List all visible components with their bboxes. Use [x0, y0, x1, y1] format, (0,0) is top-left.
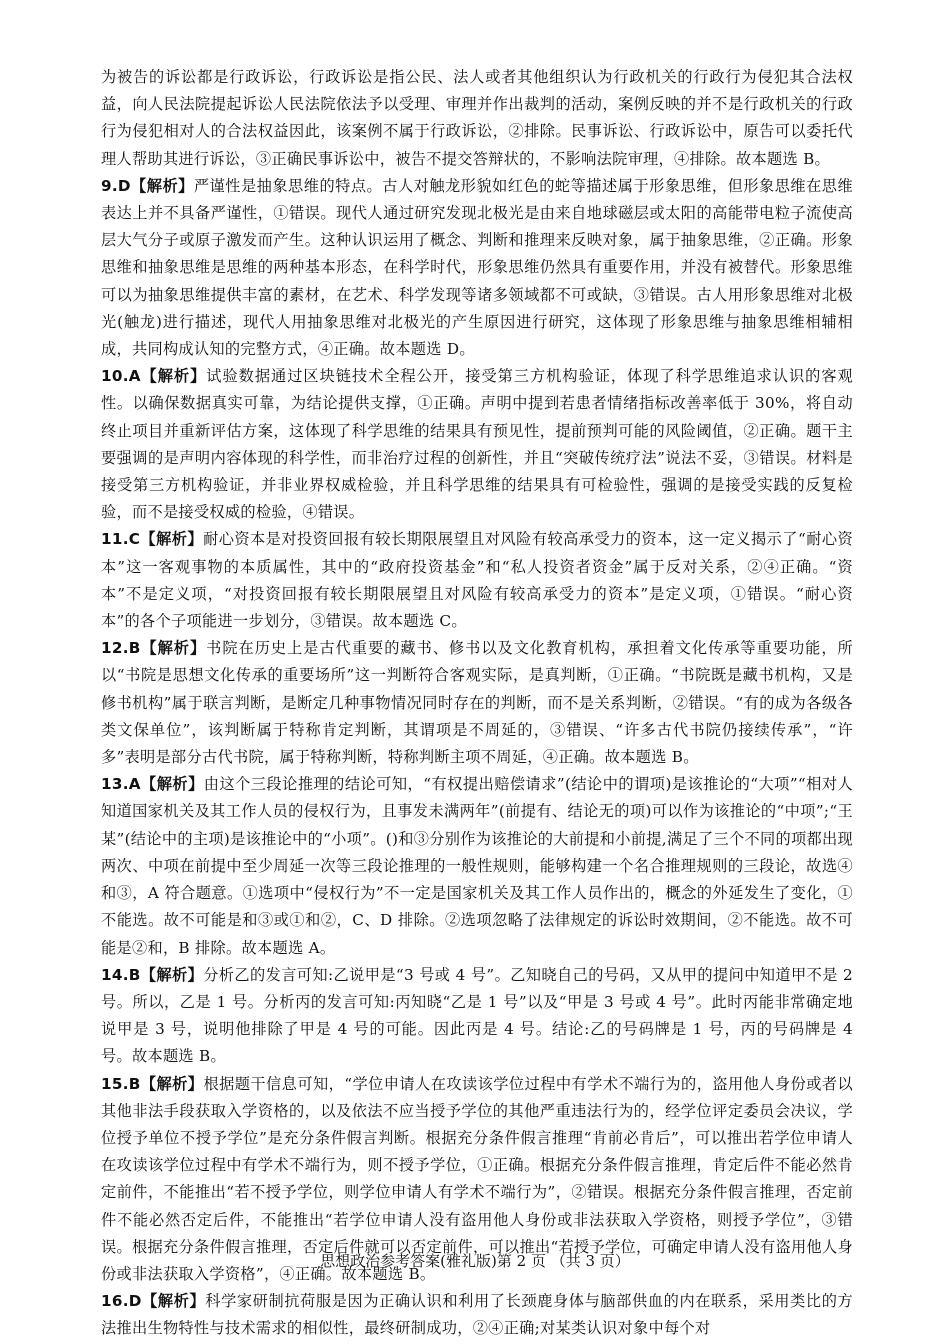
analysis-text: 科学家研制抗荷服是因为正确认识和利用了长颈鹿身体与脑部供血的内在联系，采用类比的方法推出生物特性与技术需求的相似性，最终研制成功，②④正确;对某类认识对象中每个对 [101, 1292, 853, 1338]
analysis-tag: 【解析】 [140, 530, 204, 549]
analysis-text: 耐心资本是对投资回报有较长期限展望且对风险有较高承受力的资本，这一定义揭示了“耐心资本”这一客观事物的本质属性，其中的“政府投资基金”和“私人投资者资金”属于反对关系，②④正确。“资本”不是定义项，“对投资回报有较长期限展望且对风险有较高承受力的资本”是定义项，①错误。“耐心资本”的各个子项能进一步划分，③错误。故本题选 C。 [101, 530, 853, 631]
paragraph-q14 [101, 962, 853, 1071]
analysis-text: 分析乙的发言可知:乙说甲是“3 号或 4 号”。乙知晓自己的号码，又从甲的提问中知道甲不是 2 号。所以，乙是 1 号。分析丙的发言可知:丙知晓“乙是 1 号”以及“甲是 3 号或 4 号”。此时丙能非常确定地说甲是 3 号，说明他排除了甲是 4 号的可能。因此丙是 4 号。结论:乙的号码牌是 1 号，丙的号码牌是 4 号。故本题选 B。 [101, 965, 853, 1066]
analysis-tag: 【解析】 [140, 1074, 204, 1093]
question-number: 12.B [101, 639, 141, 658]
question-number: 11.C [101, 530, 141, 549]
page-footer: 思想政治参考答案(雅礼版)第 2 页 （共 3 页） [320, 1252, 630, 1270]
paragraph-q11 [101, 526, 853, 635]
paragraph-intro: 为被告的诉讼都是行政诉讼，行政诉讼是指公民、法人或者其他组织认为行政机关的行政行为侵犯其合法权益，向人民法院提起诉讼人民法院依法予以受理、审理并作出裁判的活动，案例反映的并不是行政机关的行政行为侵犯相对人的合法权益因此，该案例不属于行政诉讼，②排除。民事诉讼、行政诉讼中，原告可以委托代理人帮助其进行诉讼，③正确民事诉讼中，被告不提交答辩状的，不影响法院审理，④排除。故本题选 B。 [101, 68, 853, 168]
question-number: 15.B [101, 1074, 141, 1093]
paragraph-q12 [101, 635, 853, 771]
analysis-text: 由这个三段论推理的结论可知，“有权提出赔偿请求”(结论中的谓项)是该推论的“大项”“相对人知道国家机关及其工作人员的侵权行为，且事发未满两年”(前提有、结论无的项)可以作为该推论的“中项”;“王某”(结论中的主项)是该推论中的“小项”。()和③分别作为该推论的大前提和小前提,满足了三个不同的项都出现两次、中项在前提中至少周延一次等三段论推理的一般性规则，能够构建一个名合推理规则的三段论，故选④和③，A 符合题意。①选项中“侵权行为”不一定是国家机关及其工作人员作出的，概念的外延发生了变化，①不能选。故不可能是和③或①和②，C、D 排除。②选项忽略了法律规定的诉讼时效期间，②不能选。故不可能是②和，B 排除。故本题选 A。 [101, 775, 854, 957]
question-number: 13.A [101, 775, 141, 794]
analysis-text: 严谨性是抽象思维的特点。古人对触龙形貌如红色的蛇等描述属于形象思维，但形象思维在思维表达上并不具备严谨性，①错误。现代人通过研究发现北极光是由来自地球磁层或太阳的高能带电粒子流使高层大气分子或原子激发而产生。这种认识运用了概念、判断和推理来反映对象，属于抽象思维，②正确。形象思维和抽象思维是思维的两种基本形态，在科学时代，形象思维仍然具有重要作用，并没有被替代。形象思维可以为抽象思维提供丰富的素材，在艺术、科学发现等诸多领域都不可或缺，③错误。古人用形象思维对北极光(触龙)进行描述，现代人用抽象思维对北极光的产生原因进行研究，这体现了形象思维与抽象思维相辅相成，共同构成认知的完整方式，④正确。故本题选 D。 [101, 176, 853, 359]
analysis-tag: 【解析】 [140, 965, 204, 984]
question-number: 10.A [101, 367, 141, 386]
analysis-text: 根据题干信息可知，“学位申请人在攻读该学位过程中有学术不端行为的，盗用他人身份或者以其他非法手段获取入学资格的，以及依法不应当授予学位的其他严重违法行为的，经学位评定委员会决议，学位授予单位不授予学位”是充分条件假言判断。根据充分条件假言推理“肯前必肯后”，可以推出若学位申请人在攻读该学位过程中有学术不端行为，则不授予学位，①正确。根据充分条件假言推理，肯定后件不能必然肯定前件，不能推出“若不授予学位，则学位申请人有学术不端行为”，②错误。根据充分条件假言推理，否定前件不能必然否定后件，不能推出“若学位申请人没有盗用他人身份或非法获取入学资格，则授予学位”，③错误。根据充分条件假言推理，否定后件就可以否定前件，可以推出“若授予学位，可确定申请人没有盗用他人身份或非法获取入学资格”，④正确。故本题选 B。 [101, 1074, 853, 1283]
analysis-tag: 【解析】 [140, 367, 207, 386]
question-number: 14.B [101, 965, 141, 984]
analysis-tag: 【解析】 [141, 1292, 206, 1311]
answer-explanations [101, 64, 853, 1343]
paragraph-q13 [101, 771, 853, 961]
analysis-tag: 【解析】 [140, 639, 207, 658]
analysis-tag: 【解析】 [130, 176, 194, 195]
paragraph-q10 [101, 363, 853, 526]
question-number: 9.D [101, 176, 131, 195]
analysis-tag: 【解析】 [140, 775, 204, 794]
paragraph-q9 [101, 173, 853, 363]
paragraph-q16 [101, 1288, 853, 1342]
analysis-text: 书院在历史上是古代重要的藏书、修书以及文化教育机构，承担着文化传承等重要功能，所以“书院是思想文化传承的重要场所”这一判断符合客观实际，是真判断，①正确。“书院既是藏书机构，又是修书机构”属于联言判断，是断定几种事物情况同时存在的判断，而不是关系判断，②错误。“有的成为各级各类文保单位”，该判断属于特称肯定判断，其谓项是不周延的，③错误、“许多古代书院仍接续传承”，“许多”表明是部分古代书院，属于特称判断，特称判断主项不周延，④正确。故本题选 B。 [101, 639, 854, 767]
question-number: 16.D [101, 1292, 142, 1311]
analysis-text: 试验数据通过区块链技术全程公开，接受第三方机构验证，体现了科学思维追求认识的客观性。以确保数据真实可靠，为结论提供支撑，①正确。声明中提到若患者情绪指标改善率低于 30%，将自动终止项目并重新评估方案，这体现了科学思维的结果具有预见性，提前预判可能的风险阈值，②正确。题干主要强调的是声明内容体现的科学性，而非治疗过程的创新性，并且“突破传统疗法”说法不妥，③错误。材料是接受第三方机构验证，并非业界权威检验，并且科学思维的结果具有可检验性，强调的是接受实践的反复检验，而不是接受权威的检验，④错误。 [101, 367, 853, 522]
